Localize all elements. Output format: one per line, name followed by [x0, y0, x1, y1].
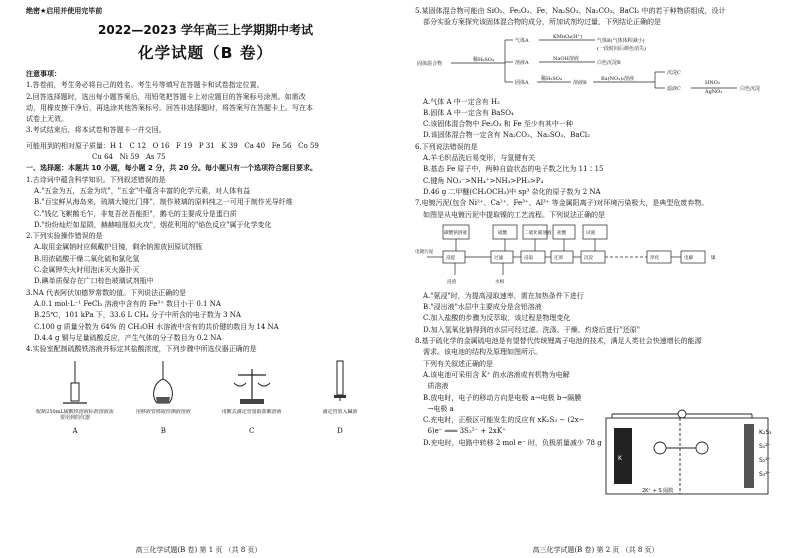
- flow-text: 稀H₂SO₄: [473, 56, 494, 63]
- flow-text: 沉淀C: [667, 69, 681, 76]
- apparatus-c: [213, 359, 291, 435]
- question-2-option: C.金属钾失火时用泡沫灭火器扑灭: [34, 266, 140, 275]
- question-7-option: C.加入盐酸的步骤为反萃取，该过程是物理变化: [423, 314, 571, 323]
- note-line: 1.答卷前，考生务必将自己的姓名、考生号等填写在答题卡和试卷指定位置。: [26, 81, 264, 90]
- question-2-option: A.取用金属钠时应佩戴护目镜，剩余钠需放回原试剂瓶: [34, 243, 203, 252]
- flow-text: 气体A: [515, 37, 529, 44]
- apparatus-caption: 用移液管移取待测液溶液: [135, 409, 191, 416]
- question-1-option: D."纷纷灿烂如星陨，赫赫喧豗似火攻"，烟花利用的"焰色反应"属于化学变化: [34, 220, 272, 229]
- flow-text: 过滤: [494, 255, 504, 261]
- battery-product-label: K₂S₃: [759, 429, 772, 436]
- question-6-option: A.羊毛织品洗后易变形，与氢键有关: [423, 154, 536, 163]
- note-line: 动，用橡皮擦干净后，再选涂其他答案标号。回答非选择题时，将答案写在答题卡上。写在本: [26, 103, 313, 112]
- note-line: 3.考试结束后，将本试卷和答题卡一并交回。: [26, 126, 166, 135]
- question-5-option: D.该固体混合物一定含有 Na₂CO₃、Na₂SO₃、BaCl₂: [423, 131, 590, 140]
- flow-text: 二硫化碳溶液: [524, 230, 552, 236]
- question-1-option: C."钱亿飞絮鹅毛乍，非复吾丝吾能拒"，鹅毛的主要成分是蛋白质: [34, 209, 237, 218]
- apparatus-caption: 用酸式滴定管量取盐酸溶液: [221, 409, 282, 416]
- atomic-masses: 可能用到的相对原子质量：H 1 C 12 O 16 F 19 P 31 K 39 Ca 40 Fe 56 Co 59: [26, 141, 319, 150]
- option-letter: A: [72, 427, 78, 436]
- flow-text: 净化: [650, 255, 660, 261]
- flow-text: 电镀污泥: [415, 249, 434, 255]
- question-8-option: A.该电池可采用含 K⁺ 的水溶液或有机物为电解: [423, 370, 570, 379]
- question-8-stem: 8.基于硫化学的金属硫电池是有望替代传统锂离子电池的技术，满足人类社会快速增长的能源: [415, 337, 702, 346]
- question-3-stem: 3.NA 代表阿伏加德罗常数的值。下列说法正确的是: [26, 288, 187, 297]
- apparatus-row: [36, 359, 379, 435]
- flow-text: 试液: [586, 230, 596, 236]
- notes-title: 注意事项：: [26, 70, 61, 78]
- question-6-option: B.基态 Fe 原子中，两种自旋状态的电子数之比为 11∶15: [423, 165, 604, 174]
- question-1-option: A."五金为五，五金为坑"，"五金"中蕴含丰富的化学元素，对人体有益: [34, 186, 251, 195]
- flow-text: KMnO₄(H⁺): [553, 33, 583, 40]
- confidential-mark: 绝密★启用并使用完毕前: [26, 7, 103, 15]
- apparatus-a: [36, 359, 114, 435]
- question-8-option: D.充电时，电路中转移 2 mol e⁻ 时，负极质量减少 78 g: [423, 438, 602, 447]
- battery-diagram: [602, 408, 787, 500]
- balance-icon: [232, 359, 272, 409]
- exam-title: 2022—2023 学年高三上学期期中考试: [98, 23, 313, 37]
- flow-text: 浸提: [446, 255, 456, 261]
- question-8-options: [415, 370, 610, 449]
- flow-text: 浸取: [524, 255, 534, 261]
- flow-text: 白色沉淀B: [597, 59, 621, 66]
- flow-text: 碳酸钠溶液: [444, 230, 467, 236]
- q5-flow-diagram: [415, 30, 780, 96]
- battery-s2-label: S₂²⁻: [759, 457, 771, 464]
- option-letter: B: [160, 427, 166, 436]
- flow-text: 稀H₂SO₄: [541, 75, 562, 82]
- question-7-stem: 7.电镀污泥(包含 Ni²⁺、Ca²⁺、Fe³⁺、Al³⁺ 等金属阳离子)对环境污染极大，是典型危废弃物。: [415, 199, 709, 208]
- question-5-option: B.固体 A 中一定含有 BaSO₄: [423, 108, 514, 117]
- flow-text: 浸渣: [447, 279, 457, 285]
- flow-text: 气体B(气体体积减小): [597, 37, 645, 44]
- question-6-option: C.键角 NO₃⁻>NH₄⁺>NH₃>PH₃>P₄: [423, 176, 544, 185]
- flow-text: 固体混合物: [417, 60, 443, 67]
- flow-text: AgNO₃: [705, 88, 723, 95]
- flow-text: 硫酸: [498, 230, 508, 236]
- question-8-option: 质溶液: [423, 382, 449, 391]
- subject-title: 化学试题（B 卷）: [138, 44, 273, 62]
- volumetric-flask-icon: [55, 359, 95, 409]
- question-7-stem-2: 如图是从电镀污泥中提取镍的工艺流程。下列说法正确的是: [423, 210, 605, 219]
- question-8-option: C.充电时，正极区可能发生的反应有 xK₂S₃ − (2x−: [423, 416, 585, 425]
- question-5-option: C.该固体混合物中 Fe₂O₃ 和 Fe 至少有其中一种: [423, 120, 573, 129]
- battery-membrane-label: 2K⁺ + S 隔膜: [642, 488, 674, 494]
- atomic-masses-2: Cu 64 Ni 59 As 75: [92, 153, 166, 162]
- flow-text: 固体A: [515, 79, 529, 86]
- flow-text: 溶液A: [515, 59, 529, 66]
- question-6-option: D.46 g 二甲醚(CH₃OCH₃)中 sp³ 杂化的原子数为 2 NA: [423, 187, 601, 196]
- apparatus-caption: 滴定管放入碱液: [322, 409, 358, 416]
- question-3-option: A.0.1 mol·L⁻¹ FeCl₃ 溶液中含有的 Fe³⁺ 数目小于 0.1 NA: [34, 299, 221, 308]
- page-footer: 高三化学试题(B 卷) 第 2 页 （共 8 页）: [532, 546, 659, 554]
- question-8-option: 6)e⁻ ═══ 3S₃²⁻ + 2xK⁺: [423, 427, 506, 436]
- burette-icon: [320, 359, 360, 409]
- question-5-stem: 5.某固体混合物可能由 SiO₂、Fe₂O₃、Fe、Na₂SO₃、Na₂CO₃、BaCl₂ 中的若干种物质组成，设计: [415, 7, 726, 15]
- battery-k-label: K: [618, 455, 622, 462]
- question-4-stem: 4.实验室配制硫酸铁溶液并标定其盐酸浓度，下列步骤中所选仪器正确的是: [26, 345, 257, 354]
- page-footer: 高三化学试题(B 卷) 第 1 页 （共 8 页）: [135, 546, 262, 554]
- question-3-option: C.100 g 质量分数为 64% 的 CH₃OH 水溶液中含有的共价键的数目为 14 NA: [34, 322, 279, 331]
- battery-s1-label: S₁²⁻: [759, 443, 771, 450]
- flow-text: Ba(NO₃)₂溶液: [601, 75, 635, 82]
- question-2-option: B.用浓硫酸干燥二氧化硫和氯化氢: [34, 254, 140, 263]
- question-2-option: D.碘单质保存在广口棕色玻璃试剂瓶中: [34, 277, 154, 286]
- question-2-stem: 2.下列实验操作错误的是: [26, 232, 103, 241]
- question-8-option: B.放电时，电子的移动方向是电极 a→电极 b→隔膜: [423, 393, 582, 402]
- flow-text: 电解: [684, 255, 694, 261]
- note-line: 试卷上无效。: [26, 115, 68, 124]
- flow-text: NaOH溶液: [553, 55, 579, 62]
- note-line: 2.回答选择题时，选出每小题答案后，用铅笔把答题卡上对应题目的答案标号涂黑。如需改: [26, 92, 306, 101]
- flow-text: HNO₃: [705, 79, 720, 86]
- question-1-option: B."百宝鲜从海岛来，琉璃大镜比门排"，制作玻璃的原料纯之一可用于制作光导纤维: [34, 198, 293, 207]
- question-8-option: →电极 a: [423, 404, 454, 413]
- question-5-stem-2: 部分实验方案探究该固体混合物的成分，所加试剂均过量，下列结论正确的是: [423, 18, 661, 27]
- question-6-stem: 6.下列说法错误的是: [415, 142, 478, 151]
- flow-text: (一段时间后颜色消失): [597, 45, 646, 52]
- section-heading: 一、选择题：本题共 10 小题，每小题 2 分，共 20 分。每小题只有一个选项符合题目要求。: [26, 164, 317, 173]
- option-letter: D: [337, 427, 343, 436]
- apparatus-caption: 配制250mL硫酸铁溶液标准溶液需要用到的仪器: [36, 409, 114, 422]
- apparatus-d: [301, 359, 379, 435]
- question-5-option: A.气体 A 中一定含有 H₂: [423, 97, 500, 106]
- battery-s3-label: S₃²⁻: [759, 471, 771, 478]
- flow-text: 溶液B: [573, 79, 587, 86]
- option-letter: C: [248, 427, 255, 436]
- flow-text: 还原: [554, 255, 564, 261]
- question-3-option: D.4.4 g 铜与足量硫酸反应，产生气体的分子数目为 0.2 NA: [34, 333, 222, 342]
- question-3-option: B.25℃，101 kPa 下，33.6 L CH₄ 分子中所含的电子数为 3 NA: [34, 311, 241, 320]
- flow-text: 盐酸: [557, 230, 567, 236]
- question-7-option: B."浸出液"水层中主要成分是含铝溶液: [423, 303, 542, 312]
- flow-text: 沉淀: [584, 255, 594, 261]
- question-7-option: A."氨浸"时，为提高浸取速率，需在加热条件下进行: [423, 291, 584, 300]
- flow-text: 镍: [711, 255, 716, 261]
- flow-text: 滤液C: [667, 85, 681, 92]
- q7-process-flow: [415, 223, 775, 289]
- question-7-option: D.加入氢氧化钠得到的水层可经过滤、洗涤、干燥、灼烧后进行"还原": [423, 325, 641, 334]
- flow-text: 白色沉淀: [740, 85, 761, 92]
- pipette-icon: [143, 359, 183, 409]
- apparatus-b: [124, 359, 202, 435]
- question-8-stem-3: 下列有关叙述正确的是: [423, 359, 493, 368]
- question-1-stem: 1.古诗词中蕴含科学知识。下列叙述错误的是: [26, 175, 166, 184]
- question-8-stem-2: 需求。该电池的结构及原理如图所示。: [423, 348, 542, 357]
- flow-text: 水相: [495, 279, 505, 285]
